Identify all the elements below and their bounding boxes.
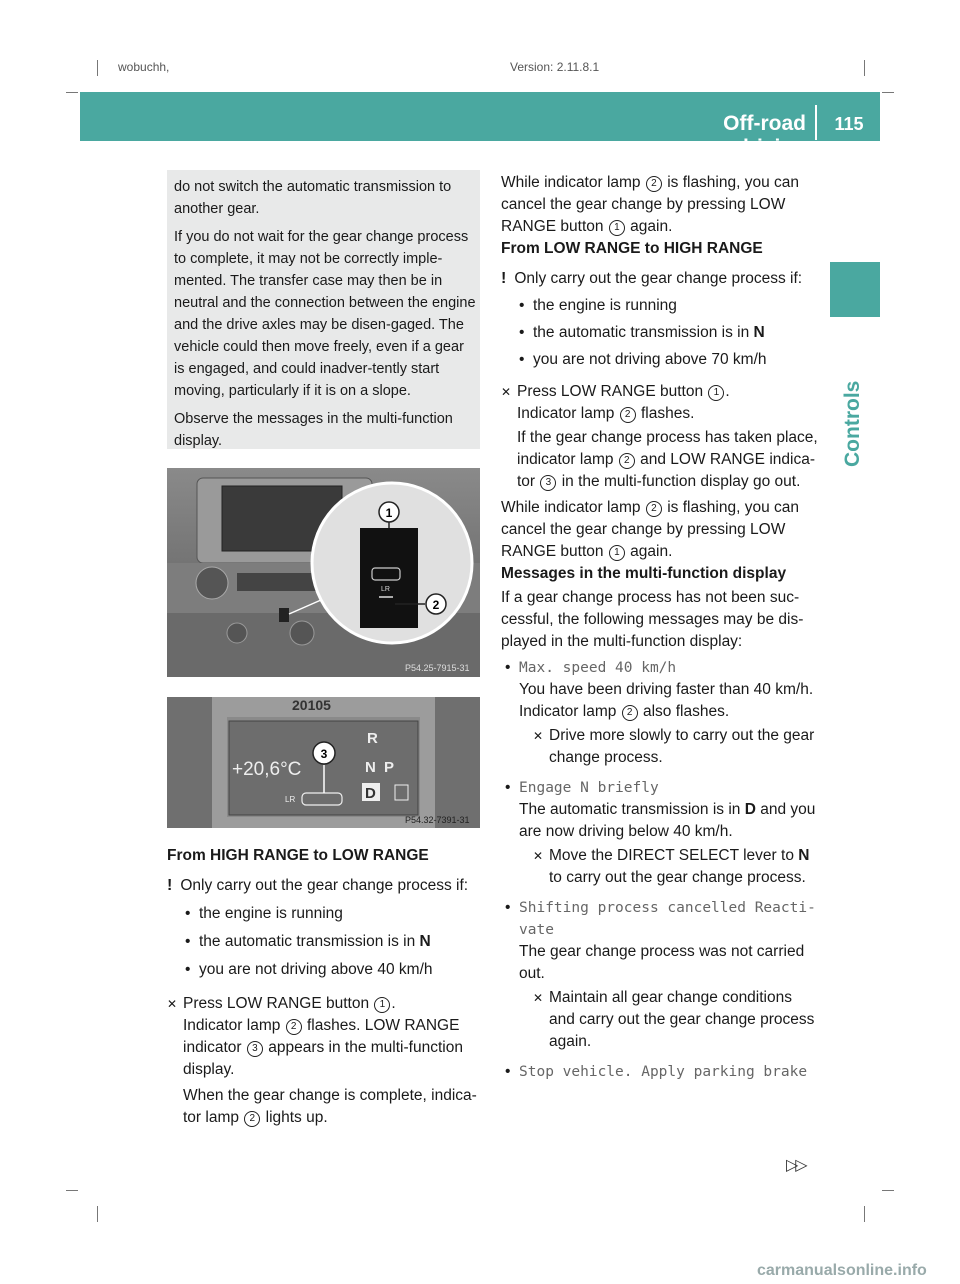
crop-mark xyxy=(97,60,98,76)
callout-3-label: 3 xyxy=(320,747,328,761)
meta-left: wobuchh, xyxy=(118,60,170,74)
low-range-button-small xyxy=(279,608,289,622)
crop-mark xyxy=(66,92,78,93)
callout-2-label: 2 xyxy=(432,598,440,612)
message-text: The automatic transmission is in xyxy=(519,801,741,818)
lr-indicator-label: LR xyxy=(381,586,390,593)
crop-mark xyxy=(97,1206,98,1222)
center-console-figure xyxy=(167,468,480,677)
paragraph-text: If a gear change process has not been suc-cessful, the following messages may be dis-played in the multi-function display: xyxy=(501,589,804,650)
list-item: the automatic transmission is in xyxy=(199,933,416,950)
message-item: • Max. speed 40 km/h You have been driving faster than 40 km/h. Indicator lamp 2 also flashes. ✕ Drive more slowly to carry out the gear change process. xyxy=(501,657,819,769)
notice-icon: ! xyxy=(167,877,173,894)
gear-n-bold: N xyxy=(798,847,810,864)
message-code: Engage N briefly xyxy=(519,780,659,796)
message-step: Drive more slowly to carry out the gear change process. xyxy=(549,727,815,766)
step-text: When the gear change is complete, indica-tor lamp xyxy=(183,1087,477,1126)
gear-p: P xyxy=(384,759,395,776)
step-text: flashes. xyxy=(640,405,695,422)
message-item: • Engage N briefly The automatic transmission is in D and you are now driving below 40 km/h. ✕ Move the DIRECT SELECT lever to N to carry out the gear change process. xyxy=(501,777,819,889)
step-text: appears in the multi-function display. xyxy=(183,1039,463,1078)
side-tab-marker xyxy=(830,262,880,317)
message-step: Move the DIRECT SELECT lever to xyxy=(549,847,794,864)
warning-text-1: do not switch the automatic transmission to another gear. xyxy=(174,179,452,217)
paragraph-text: While indicator lamp xyxy=(501,174,641,191)
message-step: to carry out the gear change process. xyxy=(549,869,806,886)
step-press-low-range: ✕ Press LOW RANGE button 1 . Indicator lamp 2 flashes. LOW RANGE indicator 3 appears in the multi-function display. When the gear change is complete, indica-tor lamp 2 lights up. xyxy=(167,995,477,1126)
heading-low-to-high: From LOW RANGE to HIGH RANGE xyxy=(501,240,763,257)
step-text: Indicator lamp xyxy=(517,405,615,422)
list-item: you are not driving above 40 km/h xyxy=(199,961,433,978)
crop-mark xyxy=(66,1190,78,1191)
step-text: Indicator lamp xyxy=(183,1017,281,1034)
list-item: the automatic transmission is in xyxy=(533,324,750,341)
callout-1-label: 1 xyxy=(385,506,393,520)
gear-d-bold: D xyxy=(744,801,756,818)
odometer-readout: 20105 xyxy=(292,697,331,713)
heading-messages: Messages in the multi-function display xyxy=(501,565,787,582)
step-text: flashes. LOW RANGE indicator xyxy=(183,1017,460,1056)
header-separator xyxy=(815,105,817,140)
lr-indicator: LR xyxy=(285,795,296,804)
gear-r: R xyxy=(367,730,378,747)
paragraph-text: again. xyxy=(630,543,673,560)
gear-n-bold: N xyxy=(753,324,765,341)
gear-d: D xyxy=(365,785,376,802)
warning-text-2: If you do not wait for the gear change process to complete, it may not be correctly imple-mented. The transfer case may then be in neutral and the connection between the engine and the drive axles may be disen-gaged. The vehicle could then move freely, even if a gear is engaged, and could inadver-tently start moving, particularly if it is on a slope. xyxy=(174,229,476,399)
message-text: The gear change process was not carried out. xyxy=(519,943,805,982)
side-tab-label: Controls xyxy=(841,380,864,467)
message-item: • Stop vehicle. Apply parking brake xyxy=(501,1061,819,1083)
figure-1-code: P54.25-7915-31 xyxy=(405,663,470,673)
list-item: the engine is running xyxy=(199,905,343,922)
paragraph-text: While indicator lamp xyxy=(501,499,641,516)
right-column: While indicator lamp 2 is flashing, you can cancel the gear change by pressing LOW RANGE button 1 again. From LOW RANGE to HIGH RANGE ! Only carry out the gear change process if: • the engine is running • the automatic transmission is in N • you are not driving above 70 km/h ✕ Press LOW RANGE button 1 . Indicator lamp 2 flashes. If the gear change process has taken place, indicator lamp 2 and LOW RANGE indica-tor 3 in the multi-function display go out. While indicator lamp 2 is flashing, you can cancel the gear change by pressing LOW RANGE button 1 again. Messages in the multi-function display If a gear change process has not been suc-cessful, the following messages may be dis-played in the multi-function display: • Max. speed 40 km/h You have been driving faster than 40 km/h. Indicator lamp 2 also flashes. ✕ Drive more slowly to carry out the gear change process. • Engage N briefly The automatic transmission is in D and you are now driving below 40 km/h. ✕ Move the DIRECT SELECT lever to N to carry out the gear change process. • Shifting process cancelled Reacti-vate The gear change process was not carried out. ✕ Maintain all gear change conditions and carry out the gear change process again. • Stop vehicle. Apply parking brake xyxy=(501,172,819,1083)
step-text: lights up. xyxy=(265,1109,328,1126)
warning-box xyxy=(167,170,480,449)
indicator-lamp xyxy=(379,596,393,598)
paragraph-text: is flashing, you can cancel the gear change by pressing LOW RANGE button xyxy=(501,499,800,560)
message-text: You have been driving faster than 40 km/h. Indicator lamp xyxy=(519,681,814,720)
paragraph-text: again. xyxy=(630,218,673,235)
section-title: Off-road driving xyxy=(723,112,806,159)
message-code: Stop vehicle. Apply parking brake xyxy=(519,1064,808,1080)
step-text: If the gear change process has taken place, indicator lamp xyxy=(517,429,818,468)
list-item: the engine is running xyxy=(533,297,677,314)
gear-n: N xyxy=(365,759,376,776)
message-step: Maintain all gear change conditions and carry out the gear change process again. xyxy=(549,989,815,1050)
watermark: carmanualsonline.info xyxy=(757,1262,927,1279)
continue-arrows-icon: ▷▷ xyxy=(786,1157,805,1174)
message-code: Max. speed 40 km/h xyxy=(519,660,677,676)
step-text: and LOW RANGE indica-tor xyxy=(517,451,815,490)
crop-mark xyxy=(882,92,894,93)
step-text: Press LOW RANGE button xyxy=(517,383,704,400)
paragraph-text: is flashing, you can cancel the gear change by pressing LOW RANGE button xyxy=(501,174,800,235)
message-text: and you are now driving below 40 km/h. xyxy=(519,801,816,840)
low-range-button-zoom xyxy=(360,528,418,628)
notice-text: Only carry out the gear change process if: xyxy=(514,270,803,287)
left-column: From HIGH RANGE to LOW RANGE ! Only carry out the gear change process if: • the engine is running • the automatic transmission is in N • you are not driving above 40 km/h ✕ Press LOW RANGE button 1 . Indicator lamp 2 flashes. LOW RANGE indicator 3 appears in the multi-function display. When the gear change is complete, indica-tor lamp 2 lights up. xyxy=(167,845,485,1129)
multifunction-display-figure xyxy=(167,697,480,828)
message-item: • Shifting process cancelled Reacti-vate The gear change process was not carried out. ✕ Maintain all gear change conditions and carry out the gear change process again. xyxy=(501,897,819,1053)
gear-n-bold: N xyxy=(419,933,431,950)
step-text: in the multi-function display go out. xyxy=(561,473,801,490)
temperature-readout: +20,6°C xyxy=(232,759,302,780)
warning-text-3: Observe the messages in the multi-function display. xyxy=(174,411,453,449)
step-text: Press LOW RANGE button xyxy=(183,995,370,1012)
page-number: 115 xyxy=(834,114,864,134)
meta-right: Version: 2.11.8.1 xyxy=(510,60,600,74)
message-text: also flashes. xyxy=(642,703,730,720)
notice-icon: ! xyxy=(501,270,507,287)
crop-mark xyxy=(864,1206,865,1222)
notice-text: Only carry out the gear change process if: xyxy=(180,877,469,894)
list-item: you are not driving above 70 km/h xyxy=(533,351,767,368)
heading-high-to-low: From HIGH RANGE to LOW RANGE xyxy=(167,847,429,864)
figure-2-code: P54.32-7391-31 xyxy=(405,815,470,825)
step-press-low-range: ✕ Press LOW RANGE button 1 . Indicator lamp 2 flashes. If the gear change process has taken place, indicator lamp 2 and LOW RANGE indica-tor 3 in the multi-function display go out. xyxy=(501,383,818,490)
crop-mark xyxy=(882,1190,894,1191)
message-code: Shifting process cancelled Reacti-vate xyxy=(519,900,816,938)
crop-mark xyxy=(864,60,865,76)
